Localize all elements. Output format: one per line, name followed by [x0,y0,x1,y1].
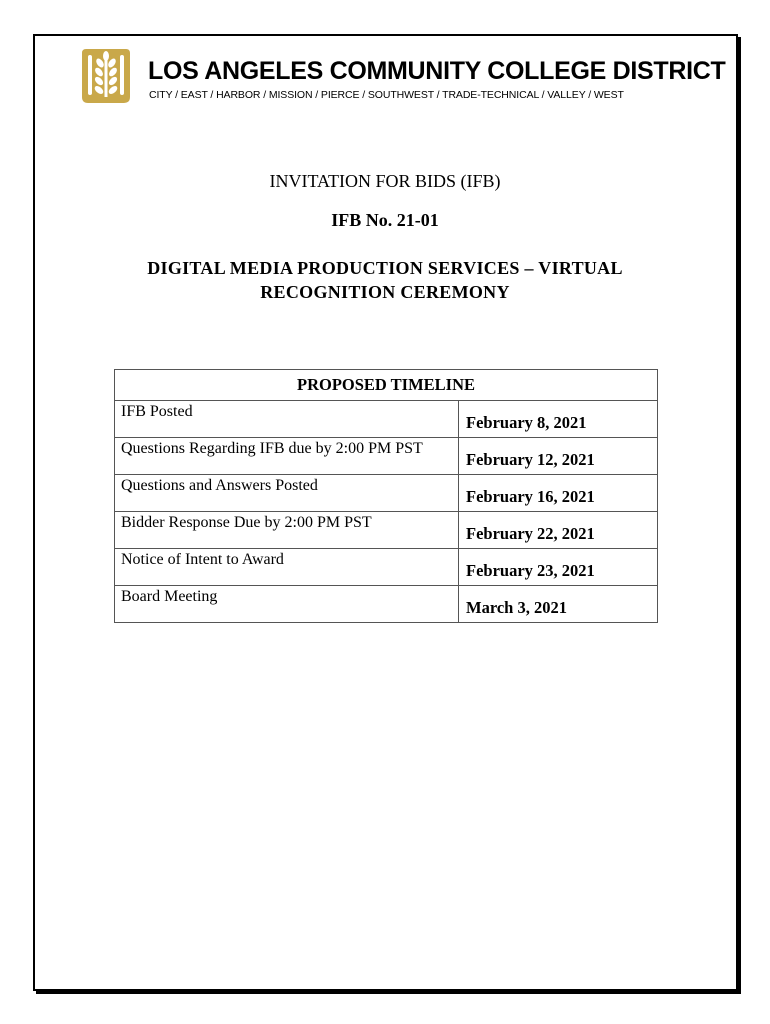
timeline-event: Questions Regarding IFB due by 2:00 PM PST [115,438,459,475]
project-title-line-2: RECOGNITION CEREMONY [260,282,510,302]
timeline-event: Board Meeting [115,586,459,623]
document-heading: INVITATION FOR BIDS (IFB) [269,171,501,191]
timeline-event: Notice of Intent to Award [115,549,459,586]
timeline-date: February 22, 2021 [459,512,658,549]
table-row [115,438,658,475]
project-title [0,256,770,304]
timeline-date: March 3, 2021 [459,586,658,623]
project-title-line-1: DIGITAL MEDIA PRODUCTION SERVICES – VIRTUAL [147,258,623,278]
campus-list: CITY / EAST / HARBOR / MISSION / PIERCE / SOUTHWEST / TRADE-TECHNICAL / VALLEY / WEST [149,89,624,101]
timeline-date: February 23, 2021 [459,549,658,586]
table-row [115,549,658,586]
ifb-number: IFB No. 21-01 [331,210,439,230]
timeline-date: February 16, 2021 [459,475,658,512]
table-row [115,586,658,623]
timeline-date: February 8, 2021 [459,401,658,438]
table-row [115,475,658,512]
timeline-header: PROPOSED TIMELINE [115,370,658,401]
table-row [115,512,658,549]
timeline-event: Questions and Answers Posted [115,475,459,512]
district-name: LOS ANGELES COMMUNITY COLLEGE DISTRICT [148,57,726,85]
wheat-seal-icon [80,47,132,105]
table-row [115,401,658,438]
proposed-timeline-table [114,369,658,623]
timeline-event: Bidder Response Due by 2:00 PM PST [115,512,459,549]
table-header-row [115,370,658,401]
timeline-event: IFB Posted [115,401,459,438]
timeline-date: February 12, 2021 [459,438,658,475]
